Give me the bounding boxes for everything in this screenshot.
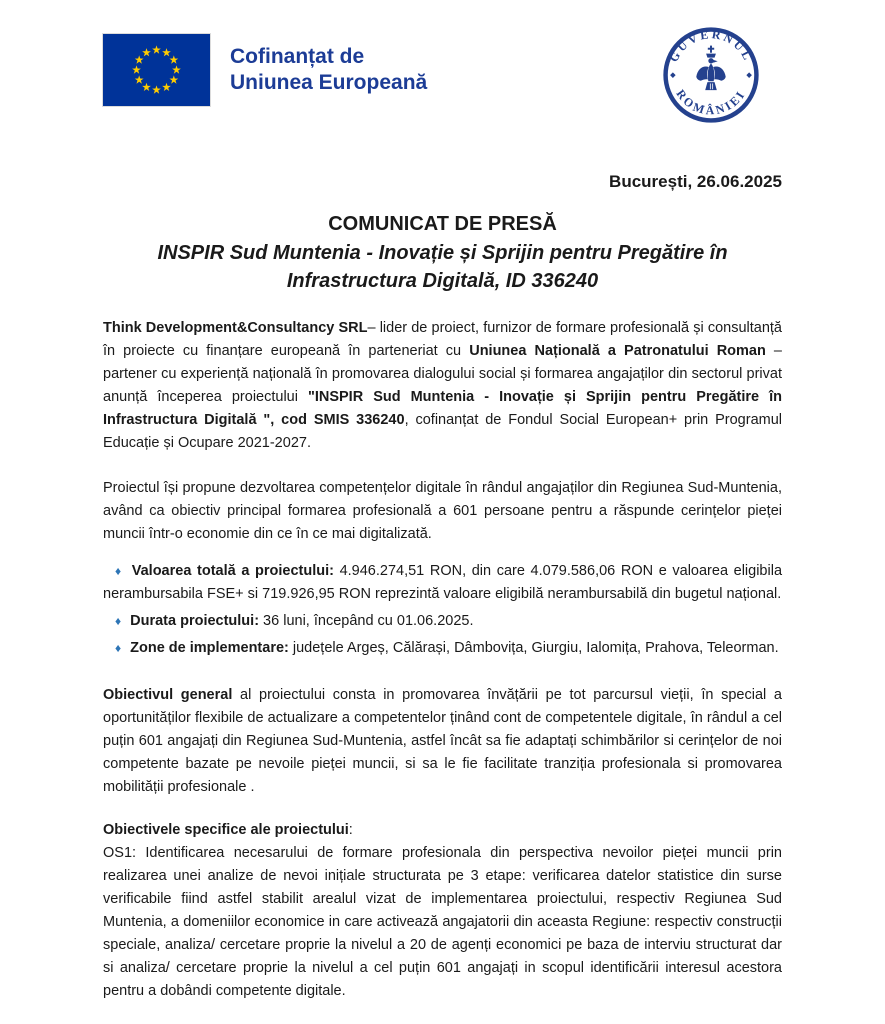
gov-seal-text-bottom: ROMÂNIEI: [673, 86, 749, 118]
bullet-list: [103, 560, 782, 660]
bullet-label: Zone de implementare:: [130, 640, 289, 656]
specific-objectives-block: [103, 819, 782, 1003]
page-title: COMUNICAT DE PRESĂ: [328, 213, 557, 235]
document-header: [103, 26, 782, 128]
bullet-label: Durata proiectului:: [130, 613, 260, 629]
dateline: București, 26.06.2025: [609, 172, 782, 191]
diamond-bullet-icon: ♦: [115, 614, 122, 628]
seal-side-dot-right: [746, 72, 752, 78]
seal-side-dot-left: [670, 72, 676, 78]
bullet-text: județele Argeș, Călărași, Dâmbovița, Giurgiu, Ialomița, Prahova, Teleorman.: [288, 640, 779, 656]
coat-of-arms-eagle-icon: [696, 46, 725, 91]
diamond-bullet-icon: ♦: [115, 641, 122, 655]
bullet-label: Valoarea totală a proiectului:: [131, 563, 334, 579]
bullet-item-duration: [103, 610, 782, 633]
bullet-text: 4.946.274,51 RON, din care 4.079.586,06 RON e valoarea eligibila nerambursabila FSE+ si 719.926,95 RON reprezintă valoare eligibilă nerambursabilă din bugetul național.: [103, 563, 783, 602]
eu-caption-line1: Cofinanțat de: [230, 45, 365, 68]
diamond-bullet-icon: ♦: [115, 564, 123, 578]
bullet-item-total-value: [103, 560, 782, 606]
paragraph-lead: Think Development&Consultancy SRL– lider de proiect, furnizor de formare profesională și consultanță în proiecte cu finanțare europeană în parteneriat cu Uniunea Națională a Patronatului Roman – partener cu experiență națională în promovarea dialogului social și formarea angajaților din sectorul privat anunță începerea proiectului "INSPIR Sud Muntenia - Inovație și Sprijin pentru Pregătire în Infrastructura Digitală ", cod SMIS 336240, cofinanțat de Fondul Social European+ prin Programul Educație și Ocupare 2021-2027.: [103, 320, 782, 451]
gov-seal-text-top: GUVERNUL: [666, 27, 756, 65]
eu-logo-caption: [230, 44, 427, 96]
romanian-government-seal: [662, 26, 760, 124]
paragraph-os1: OS1: Identificarea necesarului de formare profesionala din perspectiva nevoilor pieței muncii prin realizarea unei analize de nevoi inițiale structurata pe 3 etape: verificarea datelor statistice din surse verificabile fiind astfel stabilit arealul vizat de implementarea proiectului, respectiv Regiunea Sud Muntenia, a domeniilor economice in care activează angajatorii din aceasta Regiune: respectiv construcții speciale, analiza/ cercetare proprie la nivelul a 20 de agenți economici pe baza de interviu structurat dar si analiza/ cercetare proprie la nivelul a cel puțin 601 angajați in scopul identificării interesul acestora pentru a dobândi competente digitale.: [103, 845, 782, 999]
paragraph-general-objective: Obiectivul general al proiectului consta in promovarea învățării pe tot parcursul vieții, în special a oportunităților flexibile de actualizare a competentelor ținând cont de competentele digitale, în rândul a cel puțin 601 angajați din Regiunea Sud-Muntenia, astfel încât sa fie adaptați schimbărilor si cerințelor de noi competente bazate pe nevoile pieței muncii, si sa le fie facilitate tranziția profesionala si promovarea mobilității profesionale .: [103, 687, 782, 795]
paragraph-purpose: Proiectul își propune dezvoltarea competențelor digitale în rândul angajaților din Regiunea Sud-Muntenia, având ca obiectiv principal formarea profesională a 601 persoane pentru a răspunde cerințelor pieței muncii într-o economie din ce în ce mai digitalizată.: [103, 480, 782, 542]
specific-objectives-heading: Obiectivele specifice ale proiectului:: [103, 822, 353, 838]
bullet-item-zones: [103, 637, 782, 660]
bullet-text: 36 luni, începând cu 01.06.2025.: [259, 613, 474, 629]
eu-caption-line2: Uniunea Europeană: [230, 71, 428, 94]
eu-flag-icon: [103, 34, 210, 106]
eu-cofunded-logo: [103, 34, 427, 106]
page-subtitle: INSPIR Sud Muntenia - Inovație și Sprijin pentru Pregătire în Infrastructura Digitală, ID 336240: [157, 242, 728, 292]
